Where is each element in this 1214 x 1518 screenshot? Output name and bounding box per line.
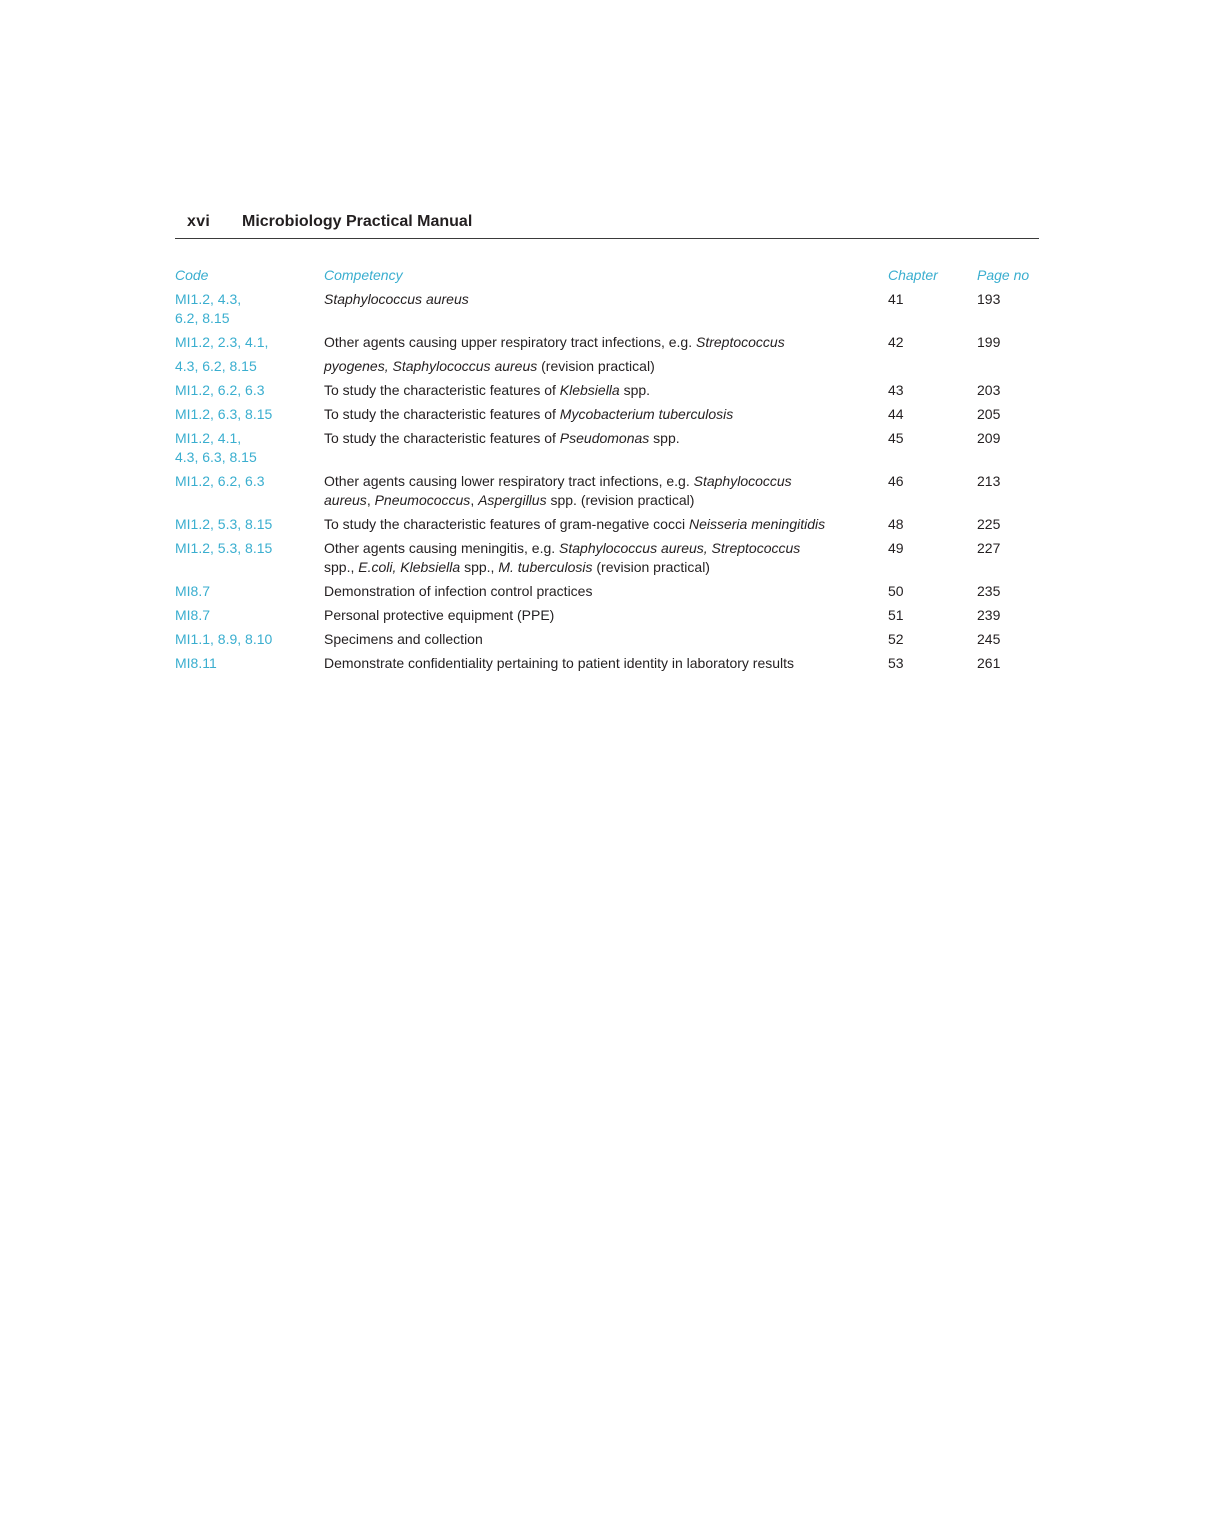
row-competency	[324, 290, 884, 309]
organism-name: Pneumococcus	[374, 492, 471, 508]
organism-name: Staphylococcus	[693, 473, 792, 489]
row-code: MI1.2, 6.2, 6.3	[175, 382, 265, 398]
page-number: xvi	[187, 213, 211, 230]
column-header-page: Page no	[977, 267, 1030, 283]
table-row	[175, 429, 1039, 467]
row-code: MI1.2, 5.3, 8.15	[175, 516, 273, 532]
row-chapter: 51	[888, 607, 904, 623]
table-row	[175, 472, 1039, 510]
row-code	[175, 429, 315, 467]
competency-text: To study the characteristic features of	[324, 382, 560, 398]
organism-name: Neisseria meningitidis	[688, 516, 826, 532]
competency-text: (revision practical)	[537, 358, 655, 374]
row-competency	[324, 539, 884, 577]
table-row	[175, 405, 1039, 424]
table-row	[175, 515, 1039, 534]
row-chapter: 42	[888, 334, 904, 350]
row-chapter: 49	[888, 540, 904, 556]
row-chapter: 48	[888, 516, 904, 532]
row-code	[175, 290, 315, 328]
organism-name: Staphylococcus aureus, Streptococcus	[559, 540, 801, 556]
row-page: 261	[977, 655, 1001, 671]
row-page: 227	[977, 540, 1001, 556]
code-line: MI1.2, 4.1,	[175, 430, 242, 446]
table-row	[175, 333, 1039, 376]
organism-name: Aspergillus	[478, 492, 547, 508]
row-competency: Demonstration of infection control practices	[324, 583, 593, 599]
row-chapter: 41	[888, 291, 904, 307]
organism-name: Klebsiella	[559, 382, 620, 398]
competency-text: Other agents causing lower respiratory tract infections, e.g.	[324, 473, 694, 489]
row-competency	[324, 381, 884, 400]
organism-name: Mycobacterium tuberculosis	[559, 406, 734, 422]
competency-text: spp.	[619, 382, 651, 398]
row-competency	[324, 429, 884, 448]
table-row	[175, 654, 1039, 673]
running-title: Microbiology Practical Manual	[242, 213, 473, 230]
row-chapter: 46	[888, 473, 904, 489]
row-competency	[324, 333, 884, 376]
row-page: 239	[977, 607, 1001, 623]
row-page: 245	[977, 631, 1001, 647]
row-page: 193	[977, 291, 1001, 307]
competency-text: (revision practical)	[592, 559, 710, 575]
competency-text: spp.,	[460, 559, 499, 575]
row-chapter: 43	[888, 382, 904, 398]
row-chapter: 50	[888, 583, 904, 599]
table-row	[175, 539, 1039, 577]
table-row	[175, 290, 1039, 328]
organism-name: E.coli, Klebsiella	[358, 559, 461, 575]
column-header-chapter: Chapter	[888, 267, 938, 283]
table-row	[175, 606, 1039, 625]
column-header-code: Code	[175, 267, 209, 283]
row-code: MI1.2, 6.2, 6.3	[175, 473, 265, 489]
row-code: MI1.1, 8.9, 8.10	[175, 631, 273, 647]
row-page: 213	[977, 473, 1001, 489]
organism-name: Streptococcus	[695, 334, 785, 350]
row-page: 235	[977, 583, 1001, 599]
row-competency: Specimens and collection	[324, 631, 483, 647]
competency-table	[175, 266, 1039, 678]
row-code: MI8.11	[175, 655, 217, 671]
column-header-competency: Competency	[324, 267, 403, 283]
organism-name: pyogenes, Staphylococcus aureus	[324, 358, 538, 374]
row-page: 209	[977, 430, 1001, 446]
table-row	[175, 381, 1039, 400]
competency-text: To study the characteristic features of	[324, 406, 560, 422]
code-line: 4.3, 6.2, 8.15	[175, 358, 257, 374]
competency-text: Other agents causing upper respiratory tract infections, e.g.	[324, 334, 696, 350]
row-code: MI1.2, 5.3, 8.15	[175, 540, 273, 556]
table-row	[175, 630, 1039, 649]
organism-name: M. tuberculosis	[498, 559, 593, 575]
row-page: 203	[977, 382, 1001, 398]
competency-text: spp. (revision practical)	[546, 492, 695, 508]
competency-text: spp.	[649, 430, 680, 446]
row-page: 225	[977, 516, 1001, 532]
code-line: 6.2, 8.15	[175, 310, 230, 326]
competency-text: ,	[470, 492, 479, 508]
row-competency	[324, 405, 884, 424]
row-page: 199	[977, 334, 1001, 350]
organism-name: aureus	[324, 492, 367, 508]
row-code: MI1.2, 6.3, 8.15	[175, 406, 273, 422]
row-chapter: 53	[888, 655, 904, 671]
table-header-row	[175, 266, 1039, 285]
table-row	[175, 582, 1039, 601]
row-code	[175, 333, 315, 376]
competency-text: ,	[366, 492, 375, 508]
row-chapter: 52	[888, 631, 904, 647]
row-code: MI8.7	[175, 607, 211, 623]
row-chapter: 44	[888, 406, 904, 422]
row-competency: Personal protective equipment (PPE)	[324, 607, 555, 623]
competency-text: Other agents causing meningitis, e.g.	[324, 540, 560, 556]
code-line: 4.3, 6.3, 8.15	[175, 449, 257, 465]
competency-text: To study the characteristic features of	[324, 430, 560, 446]
running-header	[175, 212, 1039, 239]
row-chapter: 45	[888, 430, 904, 446]
code-line: MI1.2, 4.3,	[175, 291, 242, 307]
row-competency	[324, 515, 884, 534]
code-line: MI1.2, 2.3, 4.1,	[175, 334, 269, 350]
organism-name: Staphylococcus aureus	[324, 291, 469, 307]
row-page: 205	[977, 406, 1001, 422]
row-code: MI8.7	[175, 583, 211, 599]
row-competency	[324, 472, 884, 510]
competency-text: To study the characteristic features of gram-negative cocci	[324, 516, 689, 532]
competency-text: spp.,	[324, 559, 359, 575]
row-competency: Demonstrate confidentiality pertaining to patient identity in laboratory results	[324, 655, 795, 671]
organism-name: Pseudomonas	[559, 430, 650, 446]
